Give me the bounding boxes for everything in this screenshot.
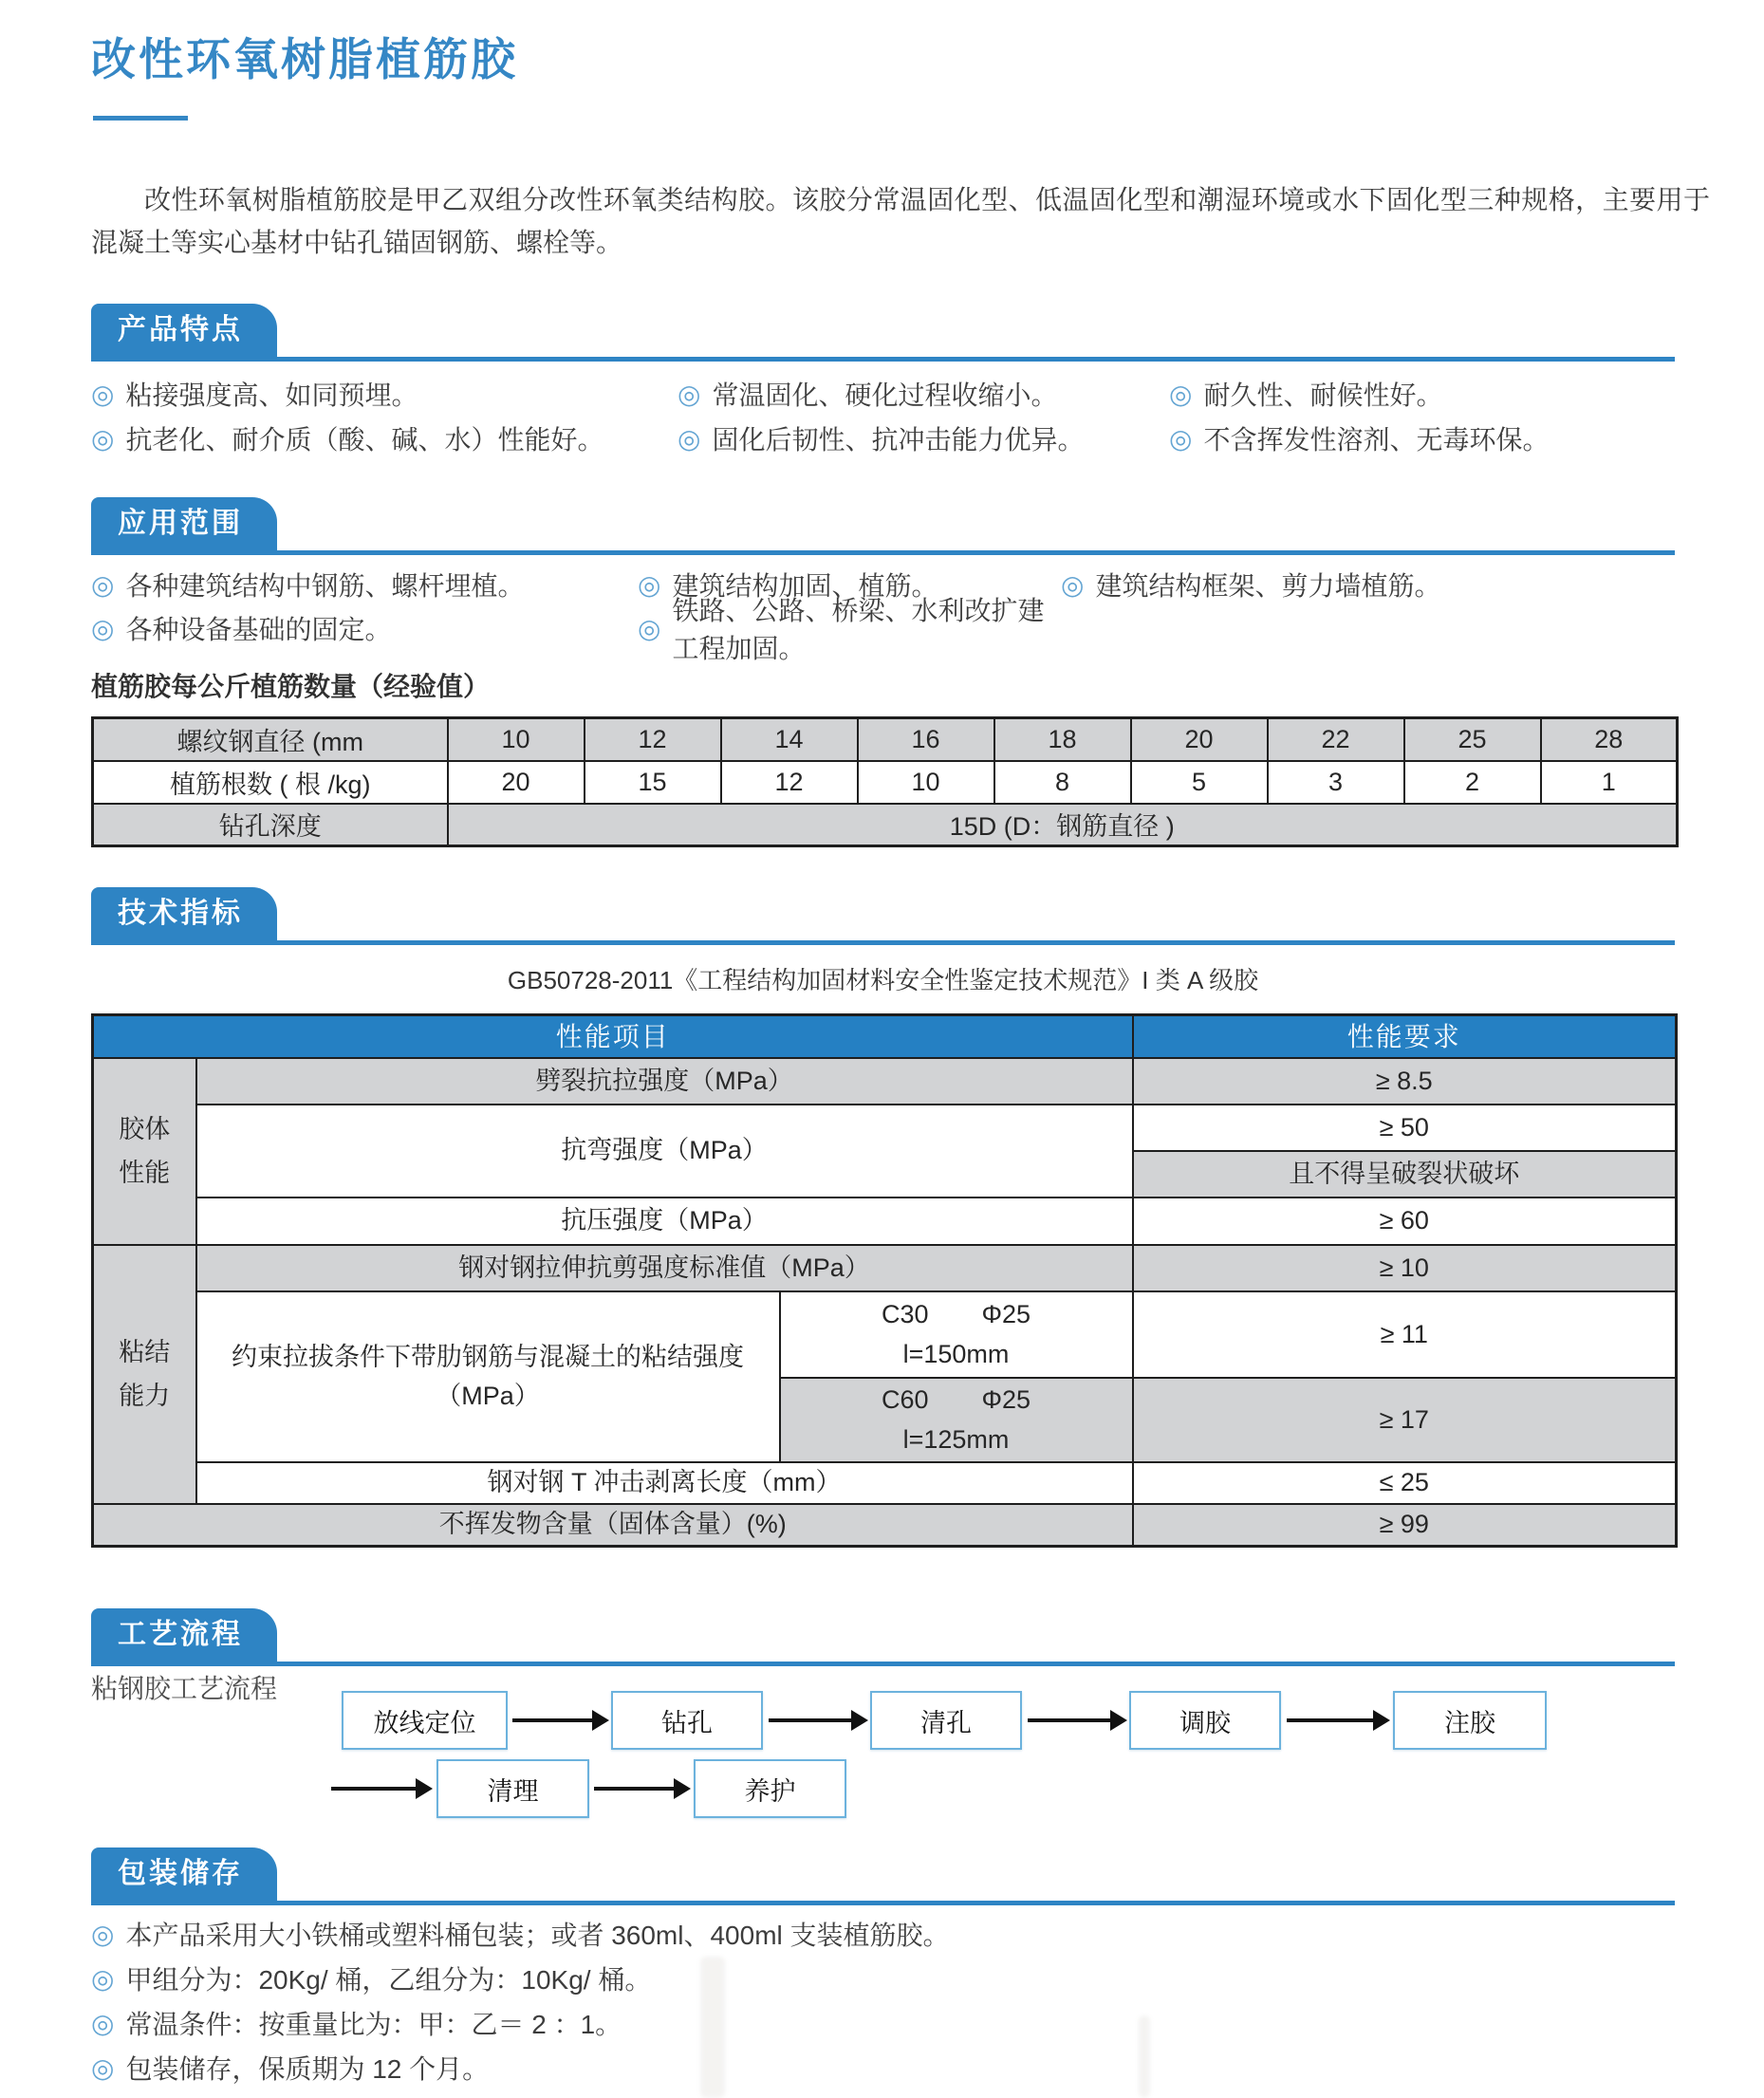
embed-length: l=125mm <box>902 1424 1010 1454</box>
features-list <box>91 379 1675 454</box>
group-label-line: 粘结 <box>119 1338 171 1366</box>
col-header-req: 性能要求 <box>1133 1015 1677 1059</box>
flow-step-box <box>1393 1691 1547 1750</box>
flow-step-box <box>342 1691 508 1750</box>
double-circle-bullet-icon: ◎ <box>638 613 661 643</box>
section-rule-line <box>91 1662 1675 1666</box>
flow-step-box <box>870 1691 1022 1750</box>
section-heading-text: 工艺流程 <box>118 1619 243 1650</box>
dosage-row3-value: 15D (D：钢筋直径 ) <box>448 804 1678 846</box>
feature-item <box>1169 379 1675 409</box>
spec-req: 且不得呈破裂状破坏 <box>1133 1151 1677 1198</box>
flow-arrow-right-icon <box>769 1718 852 1722</box>
dosage-cell: 20 <box>448 761 585 804</box>
feature-item <box>91 379 678 409</box>
double-circle-bullet-icon: ◎ <box>91 423 115 454</box>
spec-item: 抗压强度（MPa） <box>196 1198 1133 1245</box>
spec-req: ≥ 50 <box>1133 1105 1677 1151</box>
packaging-item <box>91 1963 1675 1994</box>
section-header-applications <box>91 497 1675 555</box>
double-circle-bullet-icon: ◎ <box>678 423 701 454</box>
group-label-line: 胶体 <box>119 1115 171 1143</box>
application-item <box>638 596 1061 663</box>
double-circle-bullet-icon: ◎ <box>91 569 115 600</box>
table-row <box>93 1245 1677 1291</box>
packaging-text: 甲组分为：20Kg/ 桶，乙组分为：10Kg/ 桶。 <box>125 1965 652 1995</box>
double-circle-bullet-icon: ◎ <box>1169 379 1193 409</box>
feature-item <box>678 379 1169 409</box>
flow-step-label: 养护 <box>744 1776 796 1806</box>
spec-item: 不挥发物含量（固体含量）(%) <box>93 1504 1133 1546</box>
dosage-row3-label: 钻孔深度 <box>93 804 448 846</box>
spec-req: ≥ 99 <box>1133 1504 1677 1546</box>
flow-step-box <box>1129 1691 1281 1750</box>
dosage-table-title: 植筋胶每公斤植筋数量（经验值） <box>91 672 491 701</box>
standard-reference-note: GB50728-2011《工程结构加固材料安全性鉴定技术规范》I 类 A 级胶 <box>507 966 1259 994</box>
feature-item <box>91 423 678 454</box>
tech-spec-table <box>91 1013 1678 1548</box>
flow-step-box <box>611 1691 763 1750</box>
flow-arrow-right-icon <box>1028 1718 1111 1722</box>
double-circle-bullet-icon: ◎ <box>91 613 115 643</box>
col-header-item: 性能项目 <box>93 1015 1133 1059</box>
flow-arrow-right-icon <box>512 1718 593 1722</box>
spec-req: ≤ 25 <box>1133 1462 1677 1504</box>
double-circle-bullet-icon: ◎ <box>1061 569 1085 600</box>
packaging-item <box>91 2008 1675 2038</box>
application-text: 铁路、公路、桥梁、水利改扩建工程加固。 <box>672 596 1045 663</box>
application-text: 各种设备基础的固定。 <box>125 615 392 644</box>
flow-step-label: 清理 <box>487 1776 539 1806</box>
section-heading-text: 应用范围 <box>118 508 243 539</box>
flow-step-label: 注胶 <box>1444 1708 1495 1737</box>
flow-step-label: 清孔 <box>920 1708 972 1737</box>
concrete-grade: C60 <box>881 1385 929 1415</box>
dosage-cell: 8 <box>994 761 1131 804</box>
packaging-text: 本产品采用大小铁桶或塑料桶包装；或者 360ml、400ml 支装植筋胶。 <box>125 1921 950 1950</box>
table-row <box>93 1198 1677 1245</box>
feature-text: 粘接强度高、如同预埋。 <box>125 381 418 410</box>
section-heading-text: 产品特点 <box>118 314 243 345</box>
table-row <box>93 761 1678 804</box>
section-tab-applications <box>91 497 277 550</box>
dosage-cell: 10 <box>858 761 994 804</box>
section-heading-text: 包装储存 <box>118 1858 243 1889</box>
packaging-item <box>91 2052 1675 2083</box>
flow-step-box <box>436 1759 589 1818</box>
group-label-line: 性能 <box>119 1158 171 1187</box>
packaging-text: 包装储存，保质期为 12 个月。 <box>125 2054 490 2084</box>
spec-item: 劈裂抗拉强度（MPa） <box>196 1058 1133 1105</box>
section-rule-line <box>91 1901 1675 1905</box>
feature-text: 不含挥发性溶剂、无毒环保。 <box>1203 425 1550 455</box>
table-header-row <box>93 1015 1677 1059</box>
flow-arrow-right-icon <box>594 1787 675 1791</box>
spec-req: ≥ 60 <box>1133 1198 1677 1245</box>
table-row <box>93 1291 1677 1378</box>
feature-item <box>1169 423 1675 454</box>
section-rule-line <box>91 550 1675 555</box>
double-circle-bullet-icon: ◎ <box>91 2052 115 2083</box>
feature-text: 常温固化、硬化过程收缩小。 <box>712 381 1058 410</box>
spec-req: ≥ 17 <box>1133 1378 1677 1462</box>
dosage-cell: 1 <box>1541 761 1678 804</box>
concrete-grade: C30 <box>881 1300 929 1329</box>
feature-text: 耐久性、耐候性好。 <box>1203 381 1443 410</box>
packaging-list <box>91 1919 1675 2083</box>
section-header-process <box>91 1608 1675 1666</box>
dosage-cell: 28 <box>1541 718 1678 761</box>
watermark-fragment <box>700 1957 725 2098</box>
rebar-diameter: Φ25 <box>981 1300 1031 1329</box>
dosage-cell: 20 <box>1131 718 1268 761</box>
intro-paragraph: 改性环氧树脂植筋胶是甲乙双组分改性环氧类结构胶。该胶分常温固化型、低温固化型和潮湿环境或水下固化型三种规格，主要用于混凝土等实心基材中钻孔锚固钢筋、螺栓等。 <box>91 185 1710 257</box>
flow-subtitle: 粘钢胶工艺流程 <box>91 1674 278 1703</box>
group-label-line: 能力 <box>119 1381 171 1410</box>
table-row <box>93 1105 1677 1151</box>
dosage-row1-label: 螺纹钢直径 (mm <box>93 718 448 761</box>
dosage-cell: 3 <box>1268 761 1404 804</box>
table-row <box>93 804 1678 846</box>
packaging-item <box>91 1919 1675 1949</box>
dosage-cell: 22 <box>1268 718 1404 761</box>
table-row <box>93 718 1678 761</box>
spec-req: ≥ 10 <box>1133 1245 1677 1291</box>
double-circle-bullet-icon: ◎ <box>1169 423 1193 454</box>
section-tab-features <box>91 304 277 357</box>
dosage-cell: 12 <box>721 761 858 804</box>
section-header-packaging <box>91 1847 1675 1905</box>
section-tab-tech <box>91 887 277 940</box>
group-label-body <box>93 1058 196 1245</box>
application-text: 建筑结构框架、剪力墙植筋。 <box>1095 571 1441 601</box>
flow-arrow-right-icon <box>1287 1718 1374 1722</box>
flow-step-label: 钻孔 <box>661 1708 713 1737</box>
dosage-row2-label: 植筋根数 ( 根 /kg) <box>93 761 448 804</box>
dosage-cell: 12 <box>585 718 721 761</box>
rebar-diameter: Φ25 <box>981 1385 1031 1415</box>
feature-text: 抗老化、耐介质（酸、碱、水）性能好。 <box>125 425 604 455</box>
bond-condition-c60 <box>780 1378 1133 1462</box>
group-label-bond <box>93 1245 196 1504</box>
flow-step-box <box>694 1759 846 1818</box>
section-header-features <box>91 304 1675 362</box>
spec-req: ≥ 8.5 <box>1133 1058 1677 1105</box>
table-row <box>93 1504 1677 1546</box>
application-item <box>91 569 638 600</box>
double-circle-bullet-icon: ◎ <box>91 2008 115 2038</box>
section-heading-text: 技术指标 <box>118 898 243 929</box>
flow-arrow-right-icon <box>331 1787 417 1791</box>
section-header-tech <box>91 887 1675 945</box>
section-tab-packaging <box>91 1847 277 1901</box>
dosage-cell: 18 <box>994 718 1131 761</box>
double-circle-bullet-icon: ◎ <box>91 1919 115 1949</box>
section-rule-line <box>91 357 1675 362</box>
dosage-cell: 14 <box>721 718 858 761</box>
packaging-text: 常温条件：按重量比为：甲：乙＝ 2 ：1。 <box>125 2010 622 2039</box>
dosage-cell: 10 <box>448 718 585 761</box>
watermark-fragment <box>1139 2015 1150 2098</box>
application-item <box>91 613 638 643</box>
bond-condition-c30 <box>780 1291 1133 1378</box>
flow-step-label: 调胶 <box>1179 1708 1231 1737</box>
embed-length: l=150mm <box>902 1339 1010 1368</box>
table-row <box>93 1058 1677 1105</box>
table-row <box>93 1462 1677 1504</box>
spec-item: 钢对钢 T 冲击剥离长度（mm） <box>196 1462 1133 1504</box>
double-circle-bullet-icon: ◎ <box>638 569 661 600</box>
dosage-cell: 5 <box>1131 761 1268 804</box>
applications-list <box>91 569 1675 663</box>
title-underline <box>93 116 188 121</box>
spec-item: 钢对钢拉伸抗剪强度标准值（MPa） <box>196 1245 1133 1291</box>
double-circle-bullet-icon: ◎ <box>678 379 701 409</box>
dosage-cell: 2 <box>1404 761 1541 804</box>
dosage-table <box>91 716 1679 847</box>
page-title: 改性环氧树脂植筋胶 <box>91 34 518 84</box>
application-text: 各种建筑结构中钢筋、螺杆埋植。 <box>125 571 525 601</box>
spec-req: ≥ 11 <box>1133 1291 1677 1378</box>
spec-item: 抗弯强度（MPa） <box>196 1105 1133 1198</box>
dosage-cell: 16 <box>858 718 994 761</box>
dosage-cell: 15 <box>585 761 721 804</box>
feature-text: 固化后韧性、抗冲击能力优异。 <box>712 425 1085 455</box>
section-tab-process <box>91 1608 277 1662</box>
double-circle-bullet-icon: ◎ <box>91 379 115 409</box>
feature-item <box>678 423 1169 454</box>
flow-step-label: 放线定位 <box>373 1708 476 1737</box>
section-rule-line <box>91 940 1675 945</box>
application-item <box>1061 569 1675 600</box>
application-text: 建筑结构加固、植筋。 <box>672 571 938 601</box>
dosage-cell: 25 <box>1404 718 1541 761</box>
double-circle-bullet-icon: ◎ <box>91 1963 115 1994</box>
spec-item: 约束拉拔条件下带肋钢筋与混凝土的粘结强度（MPa） <box>196 1291 780 1462</box>
